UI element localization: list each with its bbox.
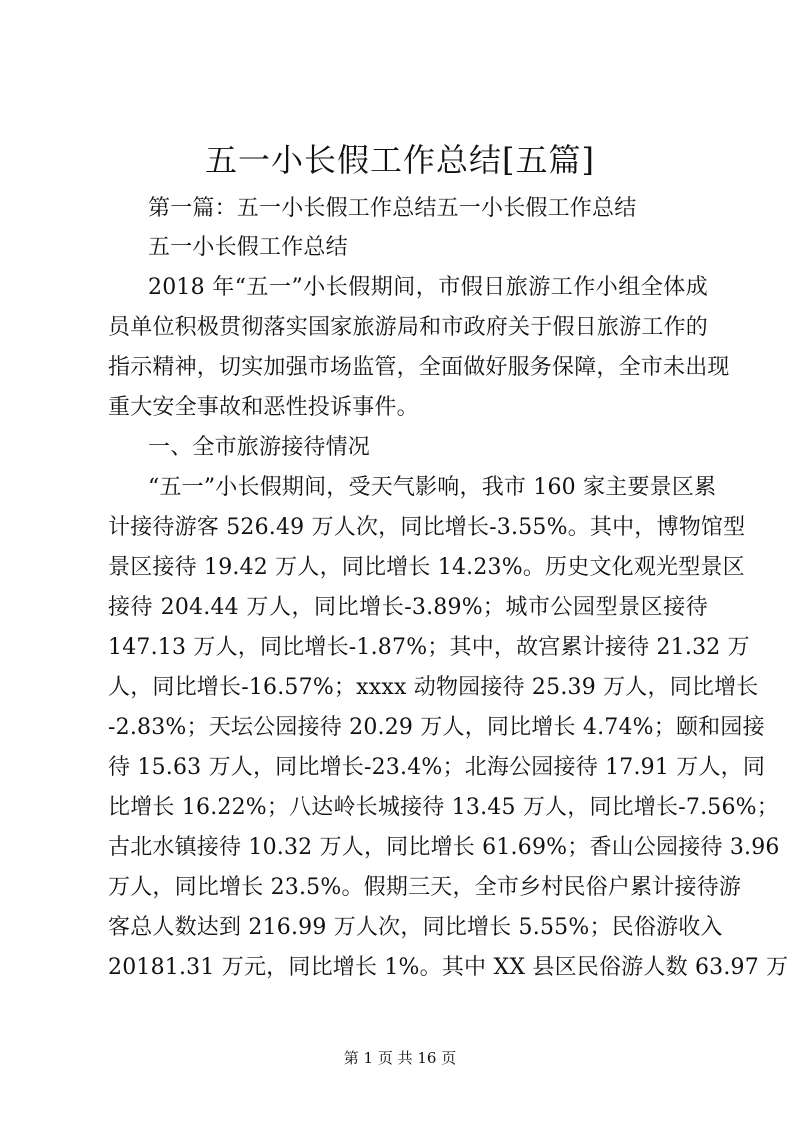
paragraph-line: 重大安全事故和恶性投诉事件。	[108, 395, 419, 420]
paragraph-line: 2018 年“五一”小长假期间，市假日旅游工作小组全体成	[148, 275, 708, 300]
paragraph-line: 指示精神，切实加强市场监管，全面做好服务保障，全市未出现	[108, 355, 730, 380]
subtitle-line: 五一小长假工作总结	[148, 235, 348, 260]
paragraph-line: 待 15.63 万人，同比增长-23.4%；北海公园接待 17.91 万人，同	[108, 755, 766, 780]
paragraph-line: 景区接待 19.42 万人，同比增长 14.23%。历史文化观光型景区	[108, 555, 745, 580]
paragraph-line: 20181.31 万元，同比增长 1%。其中 XX 县区民俗游人数 63.97 万	[108, 955, 789, 980]
paragraph-line: 比增长 16.22%；八达岭长城接待 13.45 万人，同比增长-7.56%；	[108, 795, 779, 820]
section-heading-first: 第一篇：五一小长假工作总结五一小长假工作总结	[148, 196, 637, 221]
paragraph-line: 员单位积极贯彻落实国家旅游局和市政府关于假日旅游工作的	[108, 315, 708, 340]
paragraph-line: 客总人数达到 216.99 万人次，同比增长 5.55%；民俗游收入	[108, 915, 723, 940]
paragraph-line: -2.83%；天坛公园接待 20.29 万人，同比增长 4.74%；颐和园接	[108, 715, 765, 740]
paragraph-line: 人，同比增长-16.57%；xxxx 动物园接待 25.39 万人，同比增长	[108, 675, 759, 700]
paragraph-line: 万人，同比增长 23.5%。假期三天，全市乡村民俗户累计接待游	[108, 875, 742, 900]
paragraph-line: 147.13 万人，同比增长-1.87%；其中，故宫累计接待 21.32 万	[108, 635, 750, 660]
paragraph-line: 古北水镇接待 10.32 万人，同比增长 61.69%；香山公园接待 3.96	[108, 835, 780, 860]
paragraph-line: “五一”小长假期间，受天气影响，我市 160 家主要景区累	[148, 475, 717, 500]
document-title: 五一小长假工作总结[五篇]	[205, 141, 595, 179]
page-number-footer: 第 1 页 共 16 页	[343, 1049, 457, 1067]
paragraph-line: 计接待游客 526.49 万人次，同比增长-3.55%。其中，博物馆型	[108, 515, 746, 540]
section-heading-tourism: 一、全市旅游接待情况	[148, 435, 371, 460]
paragraph-line: 接待 204.44 万人，同比增长-3.89%；城市公园型景区接待	[108, 595, 708, 620]
